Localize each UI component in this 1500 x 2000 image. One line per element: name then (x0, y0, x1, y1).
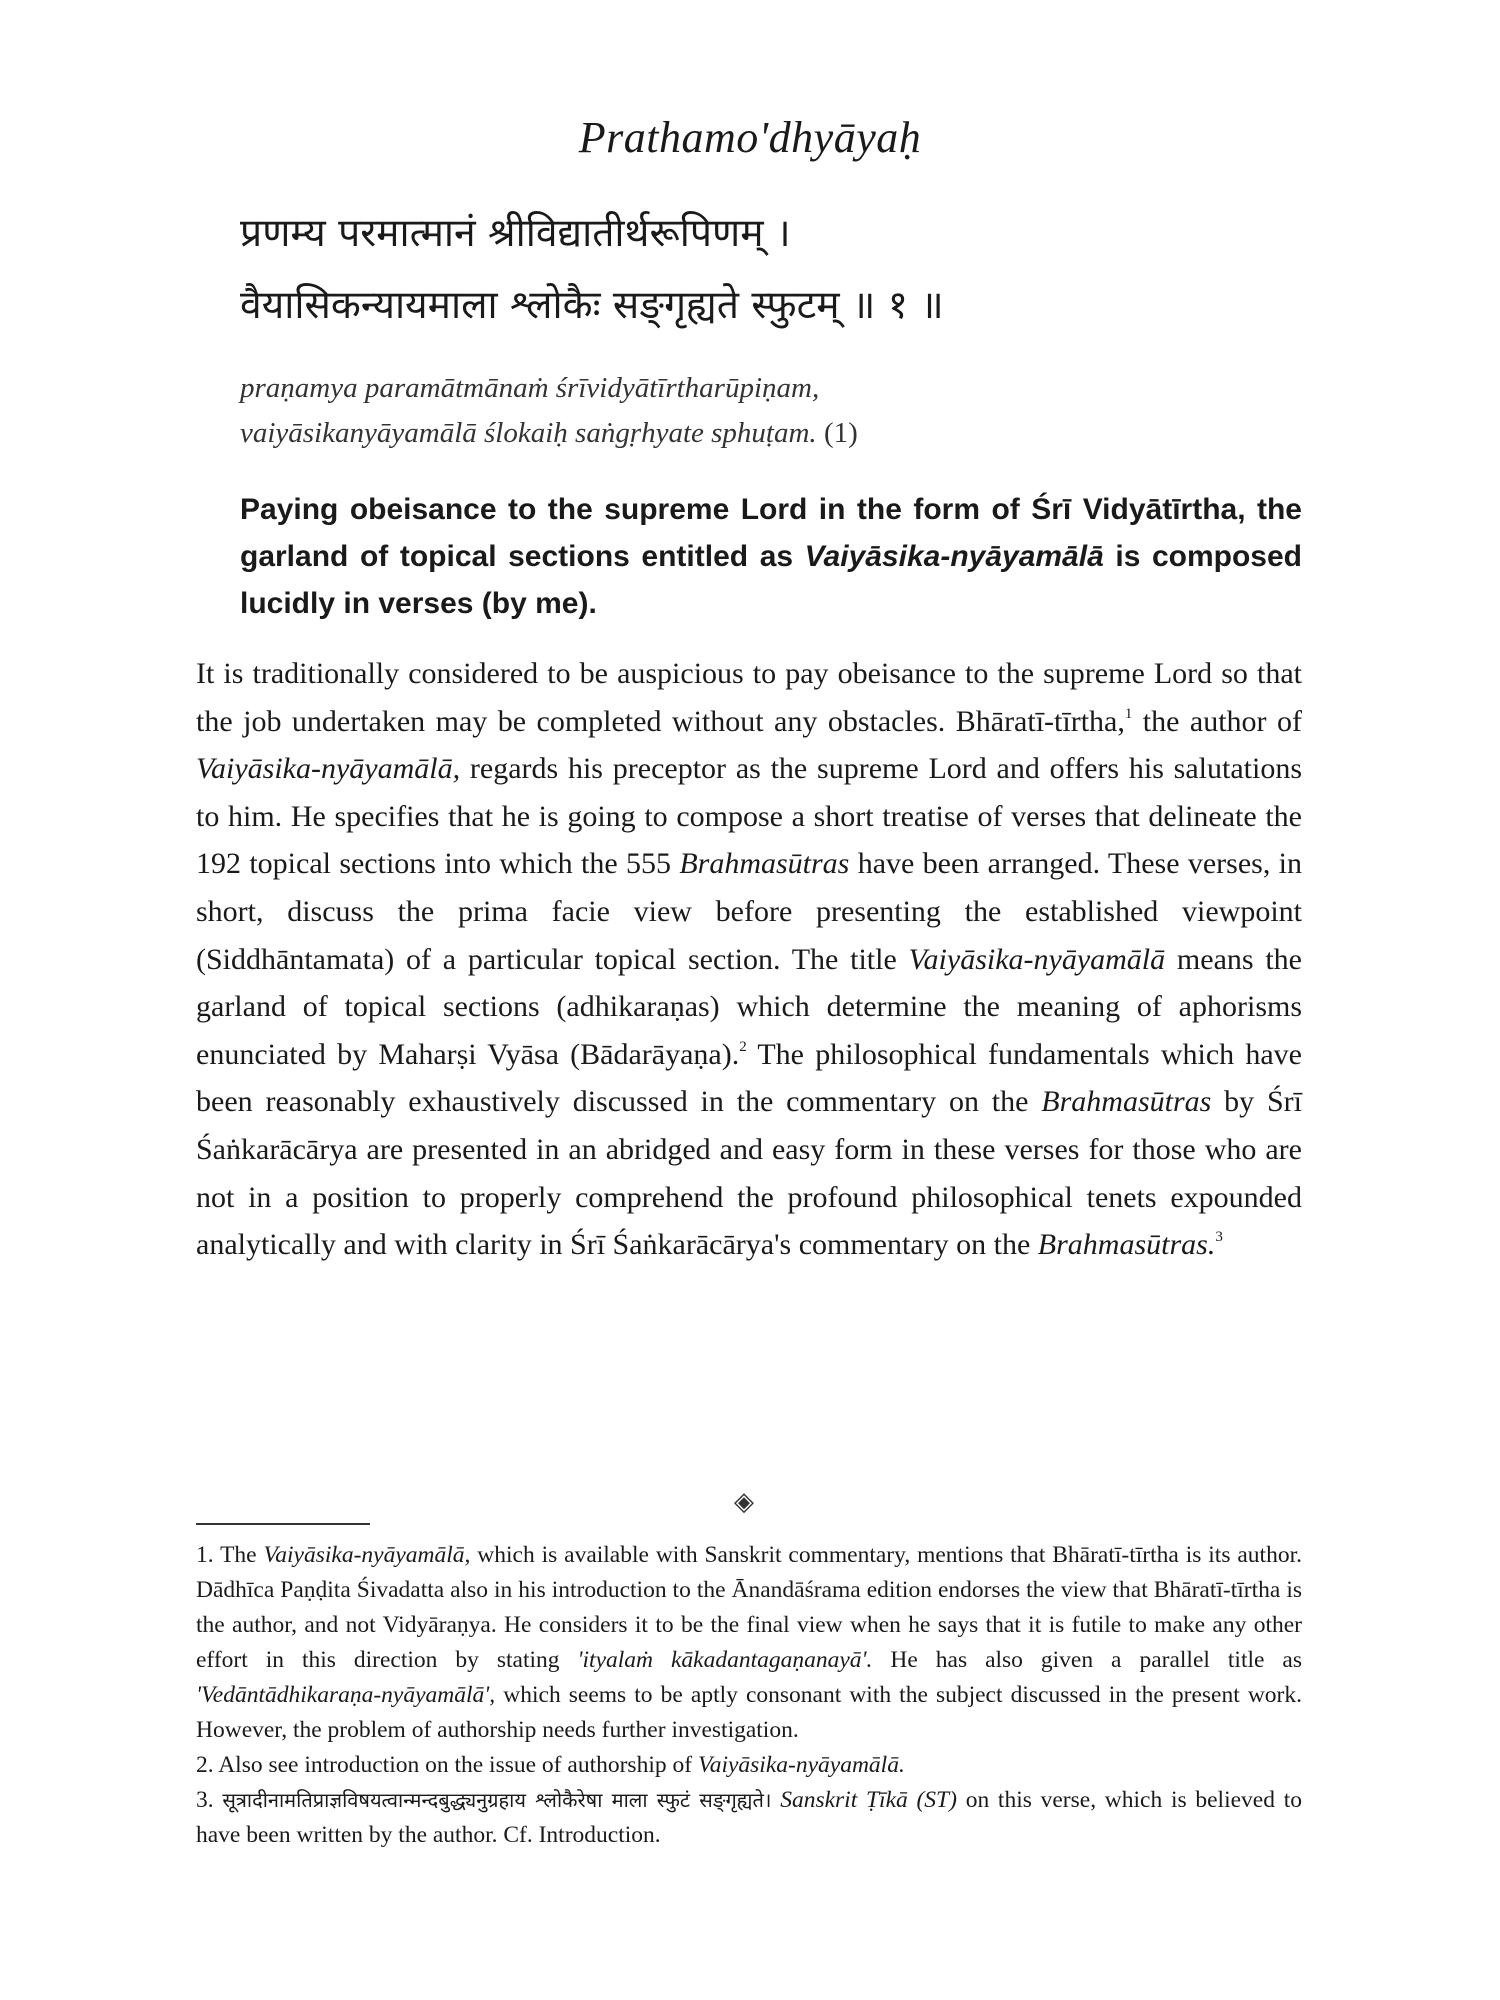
footnote-1 (196, 1538, 1302, 1748)
transliteration-line-1: praṇamya paramātmānaṁ śrīvidyātīrtharūpiṇam, (240, 372, 820, 404)
fn1-d: 'ityalaṁ kākadantagaṇanayā'. (577, 1647, 873, 1673)
translation-text-2: is composed lucidly in verses (by me). (240, 540, 1302, 620)
fn1-a: 1. The (196, 1542, 264, 1568)
fn2-b: Vaiyāsika-nyāyamālā. (697, 1752, 905, 1778)
verse-sanskrit-line-1: प्रणम्य परमात्मानं श्रीविद्यातीर्थरूपिणम् । (240, 211, 791, 256)
body-text-7: by Śrī Śaṅkarācārya are presented in an abridged and easy form in these verses for those who are not in a position to properly comprehend the profound philosophical tenets expounded analytically and with clarity in Śrī Śaṅkarācārya's commentary on the (196, 1085, 1302, 1262)
body-italic-5: Brahmasūtras. (1037, 1228, 1216, 1262)
verse-sanskrit (240, 198, 1340, 342)
body-italic-3: Vaiyāsika-nyāyamālā (908, 942, 1166, 976)
fn1-e: He has also given a parallel title as (872, 1647, 1302, 1673)
transliteration-line-2-text: vaiyāsikanyāyamālā ślokaiḥ saṅgṛhyate sphuṭam. (240, 417, 817, 449)
fn3-a: 3. (196, 1787, 223, 1813)
fn2-a: 2. Also see introduction on the issue of authorship of (196, 1752, 698, 1778)
fn1-c: which is available with Sanskrit commentary, mentions that Bhāratī-tīrtha is its author. Dādhīca Paṇḍita Śivadatta also in his introduction to the Ānandāśrama edition endorses the view that Bhāratī-tīrtha is the author, and not Vidyāraṇya. He considers it to be the final view when he says that it is futile to make any other effort in this direction by stating (196, 1542, 1302, 1673)
section-ornament-icon: ◈ (734, 1487, 754, 1516)
body-text-2: the author of (1132, 704, 1302, 738)
fn3-sanskrit: सूत्रादीनामतिप्राज्ञविषयत्वान्मन्दबुद्ध्यनुग्रहाय श्लोकैरेषा माला स्फुटं सङ्गृह्यते। (222, 1788, 772, 1812)
body-text-5: means the garland of topical sections (adhikaraṇas) which determine the meaning of aphorisms enunciated by Maharṣi Vyāsa (Bādarāyaṇa). (196, 942, 1302, 1071)
body-italic-4: Brahmasūtras (1041, 1085, 1212, 1119)
body-italic-2: Brahmasūtras (679, 847, 850, 881)
body-text-6: The philosophical fundamentals which have been reasonably exhaustively discussed in the commentary on the (196, 1037, 1302, 1119)
translation-title: Vaiyāsika-nyāyamālā (804, 540, 1104, 573)
footnotes (196, 1538, 1302, 1853)
verse-transliteration (240, 366, 1340, 456)
footnote-ref-3: 3 (1215, 1229, 1223, 1246)
fn3-e: on this verse, which is believed to have been written by the author. Cf. Introduction. (196, 1787, 1302, 1848)
verse-translation (240, 486, 1302, 627)
fn3-d: Sanskrit Ṭīkā (ST) (780, 1787, 957, 1813)
fn1-f: 'Vedāntādhikaraṇa-nyāyamālā', (196, 1682, 496, 1708)
fn1-g: which seems to be aptly consonant with the subject discussed in the present work. However, the problem of authorship needs further investigation. (196, 1682, 1302, 1743)
commentary-paragraph (196, 650, 1302, 1269)
verse-sanskrit-line-2: वैयासिकन्यायमाला श्लोकैः सङ्गृह्यते स्फुटम् ॥ १ ॥ (240, 283, 944, 328)
footnote-ref-2: 2 (739, 1038, 747, 1055)
translation-text-1: Paying obeisance to the supreme Lord in the form of Śrī Vidyātīrtha, the garland of topical sections entitled as (240, 493, 1302, 573)
body-italic-1: Vaiyāsika-nyāyamālā, (196, 752, 461, 786)
fn3-c (771, 1787, 780, 1813)
footnote-3 (196, 1783, 1302, 1853)
chapter-title: Prathamo'dhyāyaḥ (578, 113, 922, 162)
verse-number: (1) (823, 417, 858, 449)
footnote-ref-1: 1 (1124, 705, 1133, 722)
body-text-4: have been arranged. These verses, in short, discuss the prima facie view before presenting the established viewpoint (Siddhāntamata) of a particular topical section. The title (196, 847, 1302, 976)
footnote-divider (196, 1523, 370, 1525)
body-text-3: regards his preceptor as the supreme Lord and offers his salutations to him. He specifies that he is going to compose a short treatise of verses that delineate the 192 topical sections into which the 555 (196, 752, 1302, 881)
transliteration-line-2 (240, 411, 1340, 456)
fn1-b: Vaiyāsika-nyāyamālā, (263, 1542, 471, 1568)
footnote-2 (196, 1748, 1302, 1783)
body-text-1: It is traditionally considered to be auspicious to pay obeisance to the supreme Lord so that the job undertaken may be completed without any obstacles. Bhāratī-tīrtha, (196, 657, 1302, 738)
